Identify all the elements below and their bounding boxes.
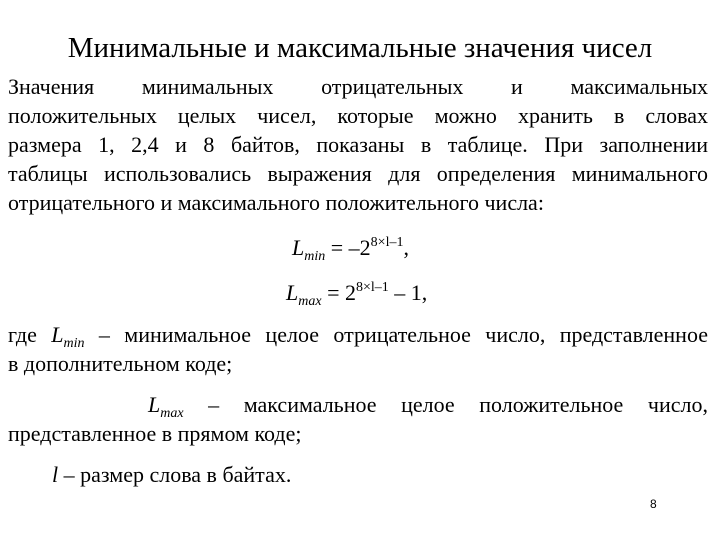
page-number: 8 <box>650 497 657 511</box>
intro-line: положительных целых чисел, которые можно хранить в словах <box>8 103 708 128</box>
definition-lmin-var: L <box>51 322 64 347</box>
definition-lmin-line1 <box>8 320 708 349</box>
definition-lmax-rest: – максимальное целое положительное число, <box>183 392 708 417</box>
definition-lmin-lead: где <box>8 322 52 347</box>
formula-min-var: L <box>292 235 305 260</box>
formula-max-tail: – 1, <box>388 280 428 305</box>
definition-lmax-line1 <box>8 390 708 419</box>
definition-lmax-var: L <box>148 392 161 417</box>
formula-min-rel: = –2 <box>325 235 371 260</box>
definition-lmax-sub: max <box>160 406 184 421</box>
definition-l-rest: – размер слова в байтах. <box>58 462 292 487</box>
formula-max-var: L <box>286 280 299 305</box>
definition-lmin <box>8 320 708 378</box>
formula-max <box>286 274 427 316</box>
slide-title: Минимальные и максимальные значения чисел <box>67 32 653 64</box>
formula-max-sub: max <box>298 294 322 309</box>
formula-min-sub: min <box>304 249 326 264</box>
definition-l <box>52 460 291 489</box>
definition-lmax <box>8 390 708 448</box>
formula-max-exp: 8×l–1 <box>356 280 389 295</box>
formula-min-exp: 8×l–1 <box>370 235 404 250</box>
definition-lmin-rest: – минимальное целое отрицательное число, представленное <box>84 322 708 347</box>
definition-lmin-line2: в дополнительном коде; <box>8 351 233 376</box>
intro-line: таблицы использовались выражения для определения минимального <box>8 161 708 186</box>
formula-min-tail: , <box>403 235 409 260</box>
intro-line: Значения минимальных отрицательных и максимальных <box>8 74 708 99</box>
formula-min <box>292 229 409 271</box>
intro-line: отрицательного и максимального положительного числа: <box>8 190 544 215</box>
intro-paragraph <box>8 72 708 217</box>
definition-lmin-sub: min <box>63 336 85 351</box>
formula-max-rel: = 2 <box>321 280 356 305</box>
intro-line: размера 1, 2,4 и 8 байтов, показаны в таблице. При заполнении <box>8 132 708 157</box>
definition-l-var: l <box>52 462 59 487</box>
definition-lmax-line2: представленное в прямом коде; <box>8 421 302 446</box>
